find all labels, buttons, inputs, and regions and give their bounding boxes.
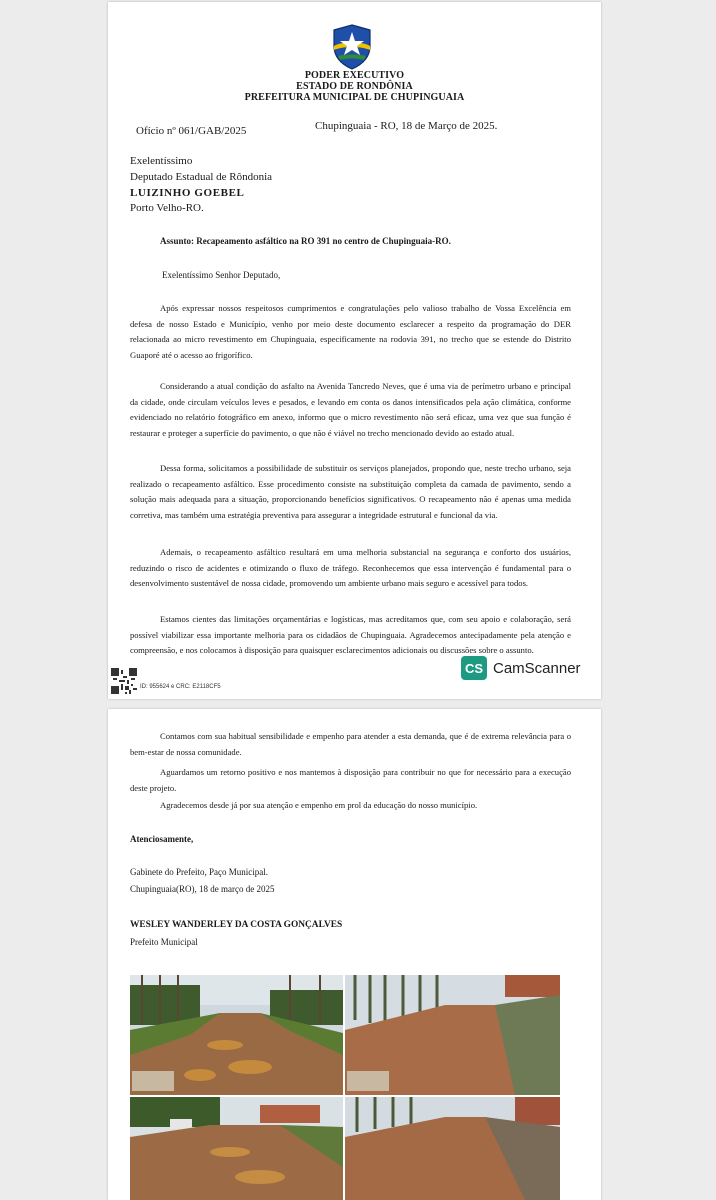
- paragraph-7: Aguardamos um retorno positivo e nos mantemos à disposição para contribuir no que for necessário para a execução deste projeto.: [130, 767, 571, 793]
- state-crest-icon: [330, 24, 374, 70]
- road-photo-1: [130, 975, 343, 1095]
- camscanner-logo-icon: CS: [461, 656, 487, 680]
- signer-title: Prefeito Municipal: [130, 937, 198, 947]
- signer-name: WESLEY WANDERLEY DA COSTA GONÇALVES: [130, 920, 343, 930]
- place-date: Chupinguaia - RO, 18 de Março de 2025.: [315, 120, 498, 132]
- office-line: Gabinete do Prefeito, Paço Municipal.: [130, 867, 268, 877]
- verification-code: ID: 955624 e CRC: E2118CF5: [140, 684, 221, 690]
- document-page-2: [108, 709, 601, 1200]
- paragraph-2: Considerando a atual condição do asfalto na Avenida Tancredo Neves, que é uma via de perímetro urbano e principal da cidade, onde circulam veículos leves e pesados, e levando em conta os danos intensificados pela ação climática, conforme evidenciado no relatório fotográfico em anexo, informo que o micro revestimento não será eficaz, uma vez que sua função é restaurar e proteger a superfície do pavimento, o que não é viável no trecho mencionado devido ao estado atual.: [130, 381, 571, 438]
- paragraph-8: Agradecemos desde já por sua atenção e empenho em prol da educação do nosso município.: [160, 800, 478, 810]
- paragraph-6: Contamos com sua habitual sensibilidade e empenho para atender a esta demanda, que é de extrema relevância para o bem-estar de nossa comunidade.: [130, 731, 571, 757]
- recipient-city: Porto Velho-RO.: [130, 202, 204, 214]
- recipient-name: LUIZINHO GOEBEL: [130, 187, 245, 199]
- closing: Atenciosamente,: [130, 834, 194, 844]
- greeting: Exelentíssimo Senhor Deputado,: [162, 270, 281, 280]
- header-state: ESTADO DE RONDÔNIA: [296, 81, 413, 92]
- camscanner-label: CamScanner: [493, 659, 581, 677]
- signature-date: Chupinguaia(RO), 18 de março de 2025: [130, 884, 275, 894]
- qr-code-icon: [111, 668, 137, 694]
- header-executive: PODER EXECUTIVO: [304, 70, 405, 81]
- recipient-salutation: Exelentíssimo: [130, 155, 193, 167]
- paragraph-4: Ademais, o recapeamento asfáltico resultará em uma melhoria substancial na segurança e conforto dos usuários, reduzindo o risco de acidentes e otimizando o fluxo de tráfego. Reconhecemos que essa intervenção é fundamental para o desenvolvimento sustentável de nossa cidade, promovendo um ambiente urbano mais seguro e acessível para todos.: [130, 547, 571, 589]
- header-prefecture: PREFEITURA MUNICIPAL DE CHUPINGUAIA: [244, 92, 465, 103]
- road-photo-4: [345, 1097, 560, 1200]
- road-photo-3: [130, 1097, 343, 1200]
- paragraph-3: Dessa forma, solicitamos a possibilidade de substituir os serviços planejados, propondo que, neste trecho urbano, seja realizado o recapeamento asfáltico. Esse procedimento consiste na substituição completa da camada de pavimento, sendo a solução mais adequada para a situação, proporcionando benefícios significativos. O recapeamento não é apenas uma medida corretiva, mas também uma estratégia preventiva para assegurar a integridade estrutural e funcional da via.: [130, 463, 571, 520]
- paragraph-5: Estamos cientes das limitações orçamentárias e logísticas, mas acreditamos que, com seu apoio e colaboração, será possível viabilizar essa importante melhoria para os cidadãos de Chupinguaia. Agradecemos antecipadamente pela atenção e compreensão, e nos colocamos à disposição para quaisquer esclarecimentos adicionais ou discussões sobre o assunto.: [130, 614, 571, 656]
- road-photo-2: [345, 975, 560, 1095]
- paragraph-1: Após expressar nossos respeitosos cumprimentos e congratulações pelo valioso trabalho de Vossa Excelência em defesa de nosso Estado e Município, venho por meio deste documento esclarecer a respeito da programação do DER relacionada ao micro revestimento em Chupinguaia, especificamente na rodovia 391, no trecho que se estende do Distrito Guaporé até o acesso ao frigorífico.: [130, 303, 571, 360]
- subject-line: Assunto: Recapeamento asfáltico na RO 391 no centro de Chupinguaia-RO.: [160, 236, 451, 246]
- recipient-title: Deputado Estadual de Rôndonia: [130, 171, 273, 183]
- camscanner-watermark: [457, 655, 585, 681]
- document-page-1: [108, 2, 601, 699]
- oficio-number: Ofício nº 061/GAB/2025: [136, 125, 247, 137]
